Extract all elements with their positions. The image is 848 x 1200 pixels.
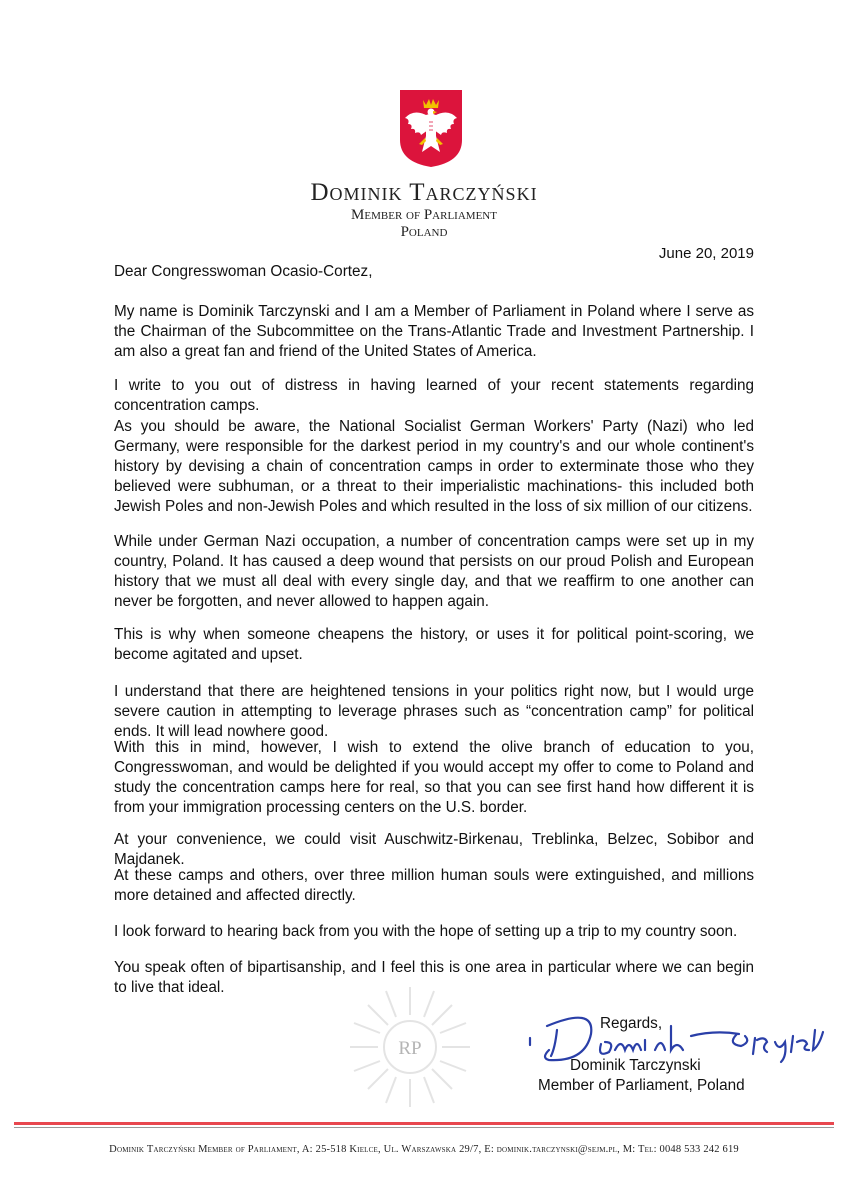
letter-paragraph: I write to you out of distress in having learned of your recent statements regarding concentration camps. bbox=[114, 377, 754, 414]
letter-paragraph: My name is Dominik Tarczynski and I am a Member of Parliament in Poland where I serve as the Chairman of the Subcommittee on the Trans-Atlantic Trade and Investment Partnership. I am also a great fan and friend of the United States of America. bbox=[114, 303, 754, 360]
polish-eagle-emblem-icon bbox=[398, 88, 464, 168]
closing-regards: Regards, bbox=[600, 1015, 663, 1032]
signer-name: Dominik Tarczynski bbox=[570, 1057, 701, 1074]
letter-paragraph: I understand that there are heightened tensions in your politics right now, but I would urge severe caution in attempting to leverage phrases such as “concentration camp” for political ends. It will lead nowhere good. bbox=[114, 683, 754, 740]
letterhead-name: Dominik Tarczyński bbox=[310, 179, 538, 206]
footer-contact-info: Dominik Tarczyński Member of Parliament, A: 25-518 Kielce, Ul. Warszawska 29/7, E: dominik.tarczynski@sejm.pl, M: Tel: 0048 533 242 619 bbox=[109, 1144, 739, 1155]
seal-text: RP bbox=[398, 1038, 422, 1059]
signer-title: Member of Parliament, Poland bbox=[538, 1077, 745, 1094]
letter-paragraph: You speak often of bipartisanship, and I feel this is one area in particular where we can begin to live that ideal. bbox=[114, 959, 754, 996]
letter-date: June 20, 2019 bbox=[658, 245, 754, 262]
letter-paragraph: At these camps and others, over three million human souls were extinguished, and millions more detained and affected directly. bbox=[114, 867, 754, 904]
embossed-seal-icon bbox=[348, 985, 472, 1109]
letterhead-country: Poland bbox=[400, 224, 448, 240]
letter-paragraph: As you should be aware, the National Socialist German Workers' Party (Nazi) who led Germany, were responsible for the darkest period in my country's and our whole continent's history by devising a chain of concentration camps in order to exterminate those who they believed were subhuman, or a threat to their imperialistic machinations- this included both Jewish Poles and non-Jewish Poles and which resulted in the loss of six million of our citizens. bbox=[114, 418, 754, 515]
letter-paragraph: I look forward to hearing back from you with the hope of setting up a trip to my country soon. bbox=[114, 923, 738, 940]
letter-paragraph: With this in mind, however, I wish to extend the olive branch of education to you, Congresswoman, and would be delighted if you would accept my offer to come to Poland and study the concentration camps here for real, so that you can see first hand how different it is from your immigration processing centers on the U.S. border. bbox=[114, 739, 754, 816]
footer-rule-red bbox=[14, 1122, 834, 1125]
footer-rule-grey bbox=[14, 1127, 834, 1128]
letter-paragraph: While under German Nazi occupation, a number of concentration camps were set up in my country, Poland. It has caused a deep wound that persists on our proud Polish and European history that we must all deal with every single day, and that we reaffirm to one another can never be forgotten, and never allowed to happen again. bbox=[114, 533, 754, 610]
letter-paragraph: This is why when someone cheapens the history, or uses it for political point-scoring, we become agitated and upset. bbox=[114, 626, 754, 663]
letter-paragraph: At your convenience, we could visit Auschwitz-Birkenau, Treblinka, Belzec, Sobibor and Majdanek. bbox=[114, 831, 754, 868]
letter-salutation: Dear Congresswoman Ocasio-Cortez, bbox=[114, 263, 373, 280]
letterhead-role: Member of Parliament bbox=[351, 207, 497, 223]
